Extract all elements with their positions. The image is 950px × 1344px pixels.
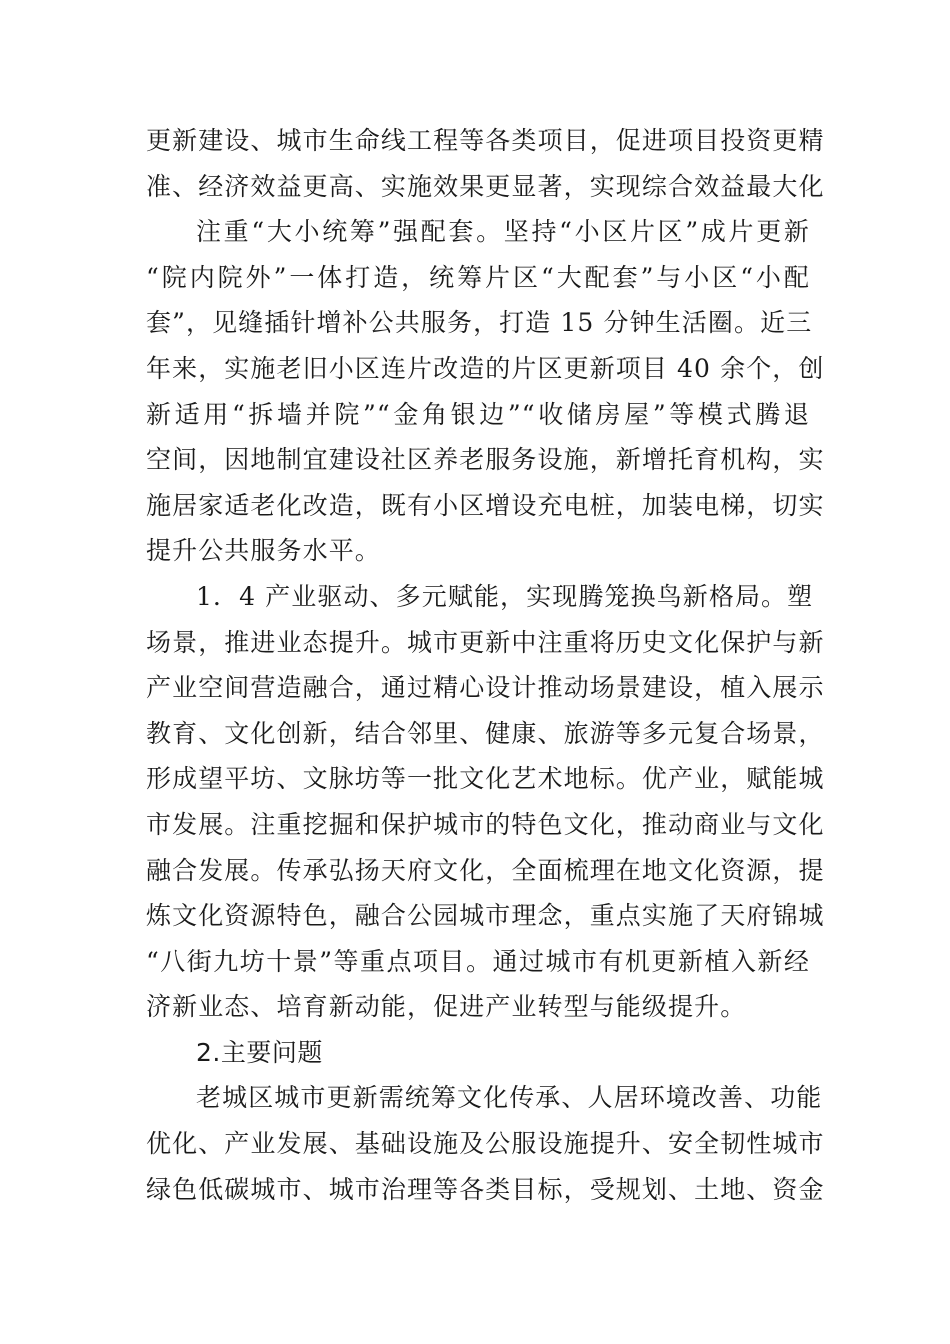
text-line: 套”，见缝插针增补公共服务，打造 15 分钟生活圈。近三 — [146, 308, 813, 338]
text-line: 融合发展。传承弘扬天府文化，全面梳理在地文化资源，提 — [146, 855, 825, 885]
text-line: 年来，实施老旧小区连片改造的片区更新项目 40 余个，创 — [146, 353, 825, 383]
text-line: 空间，因地制宜建设社区养老服务设施，新增托育机构，实 — [146, 445, 825, 475]
paragraph-first-line: 1．4 产业驱动、多元赋能，实现腾笼换鸟新格局。塑 — [196, 581, 814, 611]
paragraph-last-line: 济新业态、培育新动能，促进产业转型与能级提升。 — [146, 992, 747, 1022]
text-line: 优化、产业发展、基础设施及公服设施提升、安全韧性城市 — [146, 1129, 825, 1159]
text-line: “院内院外”一体打造，统筹片区“大配套”与小区“小配 — [146, 262, 810, 292]
text-line: 场景，推进业态提升。城市更新中注重将历史文化保护与新 — [146, 627, 825, 657]
text-line: 准、经济效益更高、实施效果更显著，实现综合效益最大化 — [146, 171, 825, 201]
text-line: 绿色低碳城市、城市治理等各类目标，受规划、土地、资金 — [146, 1174, 825, 1204]
text-line: 形成望平坊、文脉坊等一批文化艺术地标。优产业，赋能城 — [146, 764, 825, 794]
text-line: 市发展。注重挖掘和保护城市的特色文化，推动商业与文化 — [146, 809, 825, 839]
text-line: “八街九坊十景”等重点项目。通过城市有机更新植入新经 — [146, 946, 810, 976]
document-body — [146, 118, 825, 1212]
text-line: 炼文化资源特色，融合公园城市理念，重点实施了天府锦城 — [146, 901, 825, 931]
text-line: 新适用“拆墙并院”“金角银边”“收储房屋”等模式腾退 — [146, 399, 810, 429]
paragraph-last-line: 提升公共服务水平。 — [146, 536, 381, 566]
paragraph-first-line: 注重“大小统筹”强配套。坚持“小区片区”成片更新 — [196, 217, 810, 247]
text-line: 教育、文化创新，结合邻里、健康、旅游等多元复合场景， — [146, 718, 825, 748]
paragraph-first-line: 老城区城市更新需统筹文化传承、人居环境改善、功能 — [196, 1083, 823, 1113]
text-line: 施居家适老化改造，既有小区增设充电桩，加装电梯，切实 — [146, 490, 825, 520]
text-line: 更新建设、城市生命线工程等各类项目，促进项目投资更精 — [146, 126, 825, 155]
text-line: 产业空间营造融合，通过精心设计推动场景建设，植入展示 — [146, 673, 825, 703]
section-heading: 2.主要问题 — [196, 1037, 323, 1067]
